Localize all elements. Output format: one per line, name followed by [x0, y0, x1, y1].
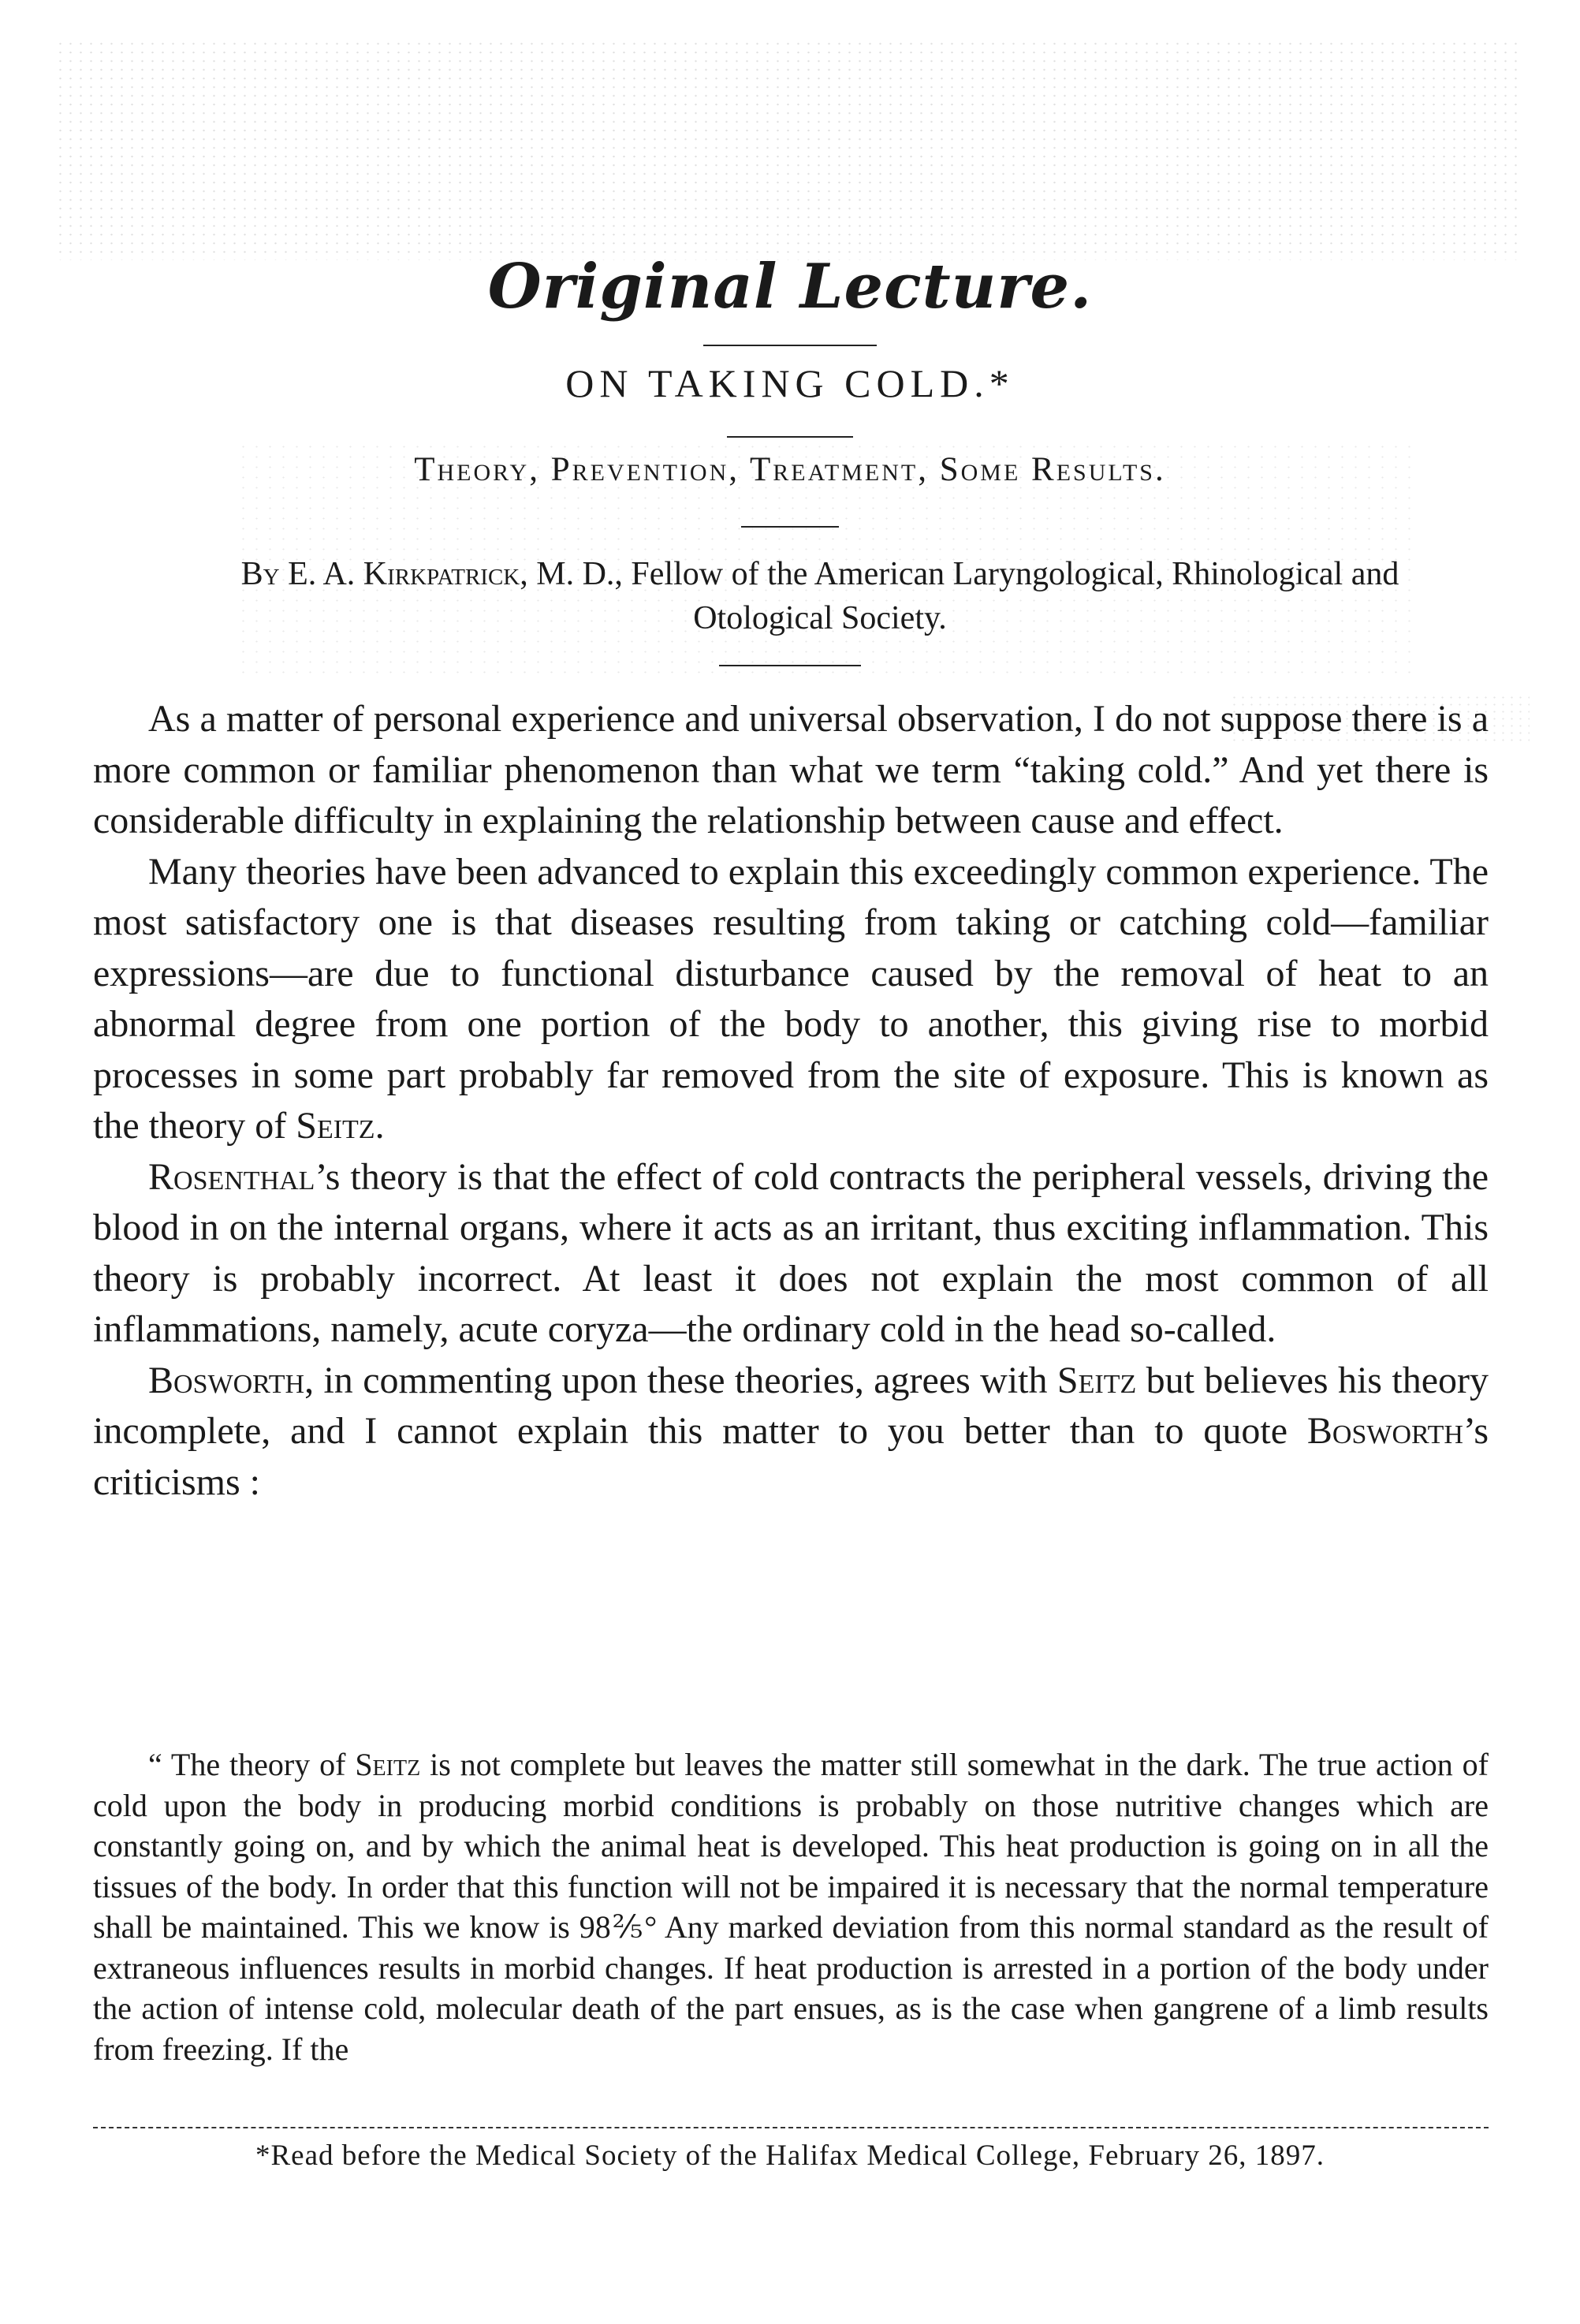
quote-text-b: is not complete but leaves the matter still somewhat in the dark. The true action of cold upon the body in producing morbid conditions is probably on those nutritive changes which are constantly going on, and by which the animal heat is developed. This heat production is going on in all the tissues of the body. In order that this function will not be impaired it is necessary that the normal temperature shall be maintained. This we know is 98⅖° Any marked deviation from this normal standard as the result of extraneous influences results in morbid changes. If heat production is arrested in a portion of the body under the action of intense cold, molecular death of the part ensues, as is the case when gangrene of a limb results from freezing. If the: [93, 1747, 1489, 2067]
title-rule-2: [727, 436, 853, 438]
paragraph-4: [93, 1356, 1489, 1509]
lecture-subtitle: Theory, Prevention, Treatment, Some Results.: [414, 451, 1166, 488]
author-ref-seitz-2: Seitz: [1056, 1359, 1137, 1401]
paragraph-4-text-c: ’s criticisms :: [93, 1410, 1489, 1503]
author-credentials: , M. D., Fellow of the American Laryngological, Rhinological and Otological Society.: [520, 556, 1399, 636]
quote-paragraph: [93, 1744, 1489, 2069]
paragraph-3-text: ’s theory is that the effect of cold contracts the peripheral vessels, driving the blood in on the internal organs, where it acts as an irritant, thus exciting inflammation. This theory is probably incorrect. At least it does not explain the most common of all inflammations, namely, acute coryza—the ordinary cold in the head so-called.: [93, 1155, 1489, 1350]
footnote: *Read before the Medical Society of the Halifax Medical College, February 26, 1897.: [255, 2139, 1325, 2172]
title-rule-1: [703, 345, 877, 346]
paragraph-2-end: .: [375, 1105, 385, 1147]
title-rule-3: [741, 526, 839, 528]
paragraph-2: [93, 847, 1489, 1152]
title-rule-4: [719, 665, 861, 666]
print-speckle-top: [55, 39, 1522, 260]
author-byline: [205, 552, 1435, 640]
block-quote: [93, 1744, 1489, 2069]
author-ref-bosworth: Bosworth: [148, 1359, 305, 1401]
author-name: E. A. Kirkpatrick: [288, 556, 520, 592]
author-ref-bosworth-2: Bosworth: [1306, 1410, 1463, 1452]
byline-prefix: By: [240, 556, 289, 592]
author-ref-seitz: Seitz: [296, 1105, 375, 1147]
paragraph-4-text-a: , in commenting upon these theories, agrees with: [304, 1359, 1057, 1401]
article-body: [93, 694, 1489, 1508]
paragraph-1: As a matter of personal experience and universal observation, I do not suppose there is a more common or familiar phenomenon than what we term “taking cold.” And yet there is considerable difficulty in explaining the relationship between cause and effect.: [93, 698, 1489, 841]
lecture-title: ON TAKING COLD.*: [565, 361, 1015, 405]
paragraph-3: [93, 1152, 1489, 1356]
paragraph-2-text: Many theories have been advanced to explain this exceedingly common experience. The most satisfactory one is that diseases resulting from taking or catching cold—familiar expressions—are due to functional disturbance caused by the removal of heat to an abnormal degree from one portion of the body to another, this giving rise to morbid processes in some part probably far removed from the site of exposure. This is known as the theory of: [93, 850, 1489, 1147]
series-title: Original Lecture.: [487, 251, 1093, 323]
footnote-rule: [93, 2127, 1489, 2128]
author-ref-rosenthal: Rosenthal: [148, 1155, 315, 1198]
quote-author-ref-seitz: Seitz: [355, 1747, 421, 1782]
quote-text-a: “ The theory of: [148, 1747, 356, 1782]
paragraph-4-text-b: but believes his theory incomplete, and I cannot explain this matter to you better than to quote: [93, 1359, 1489, 1452]
